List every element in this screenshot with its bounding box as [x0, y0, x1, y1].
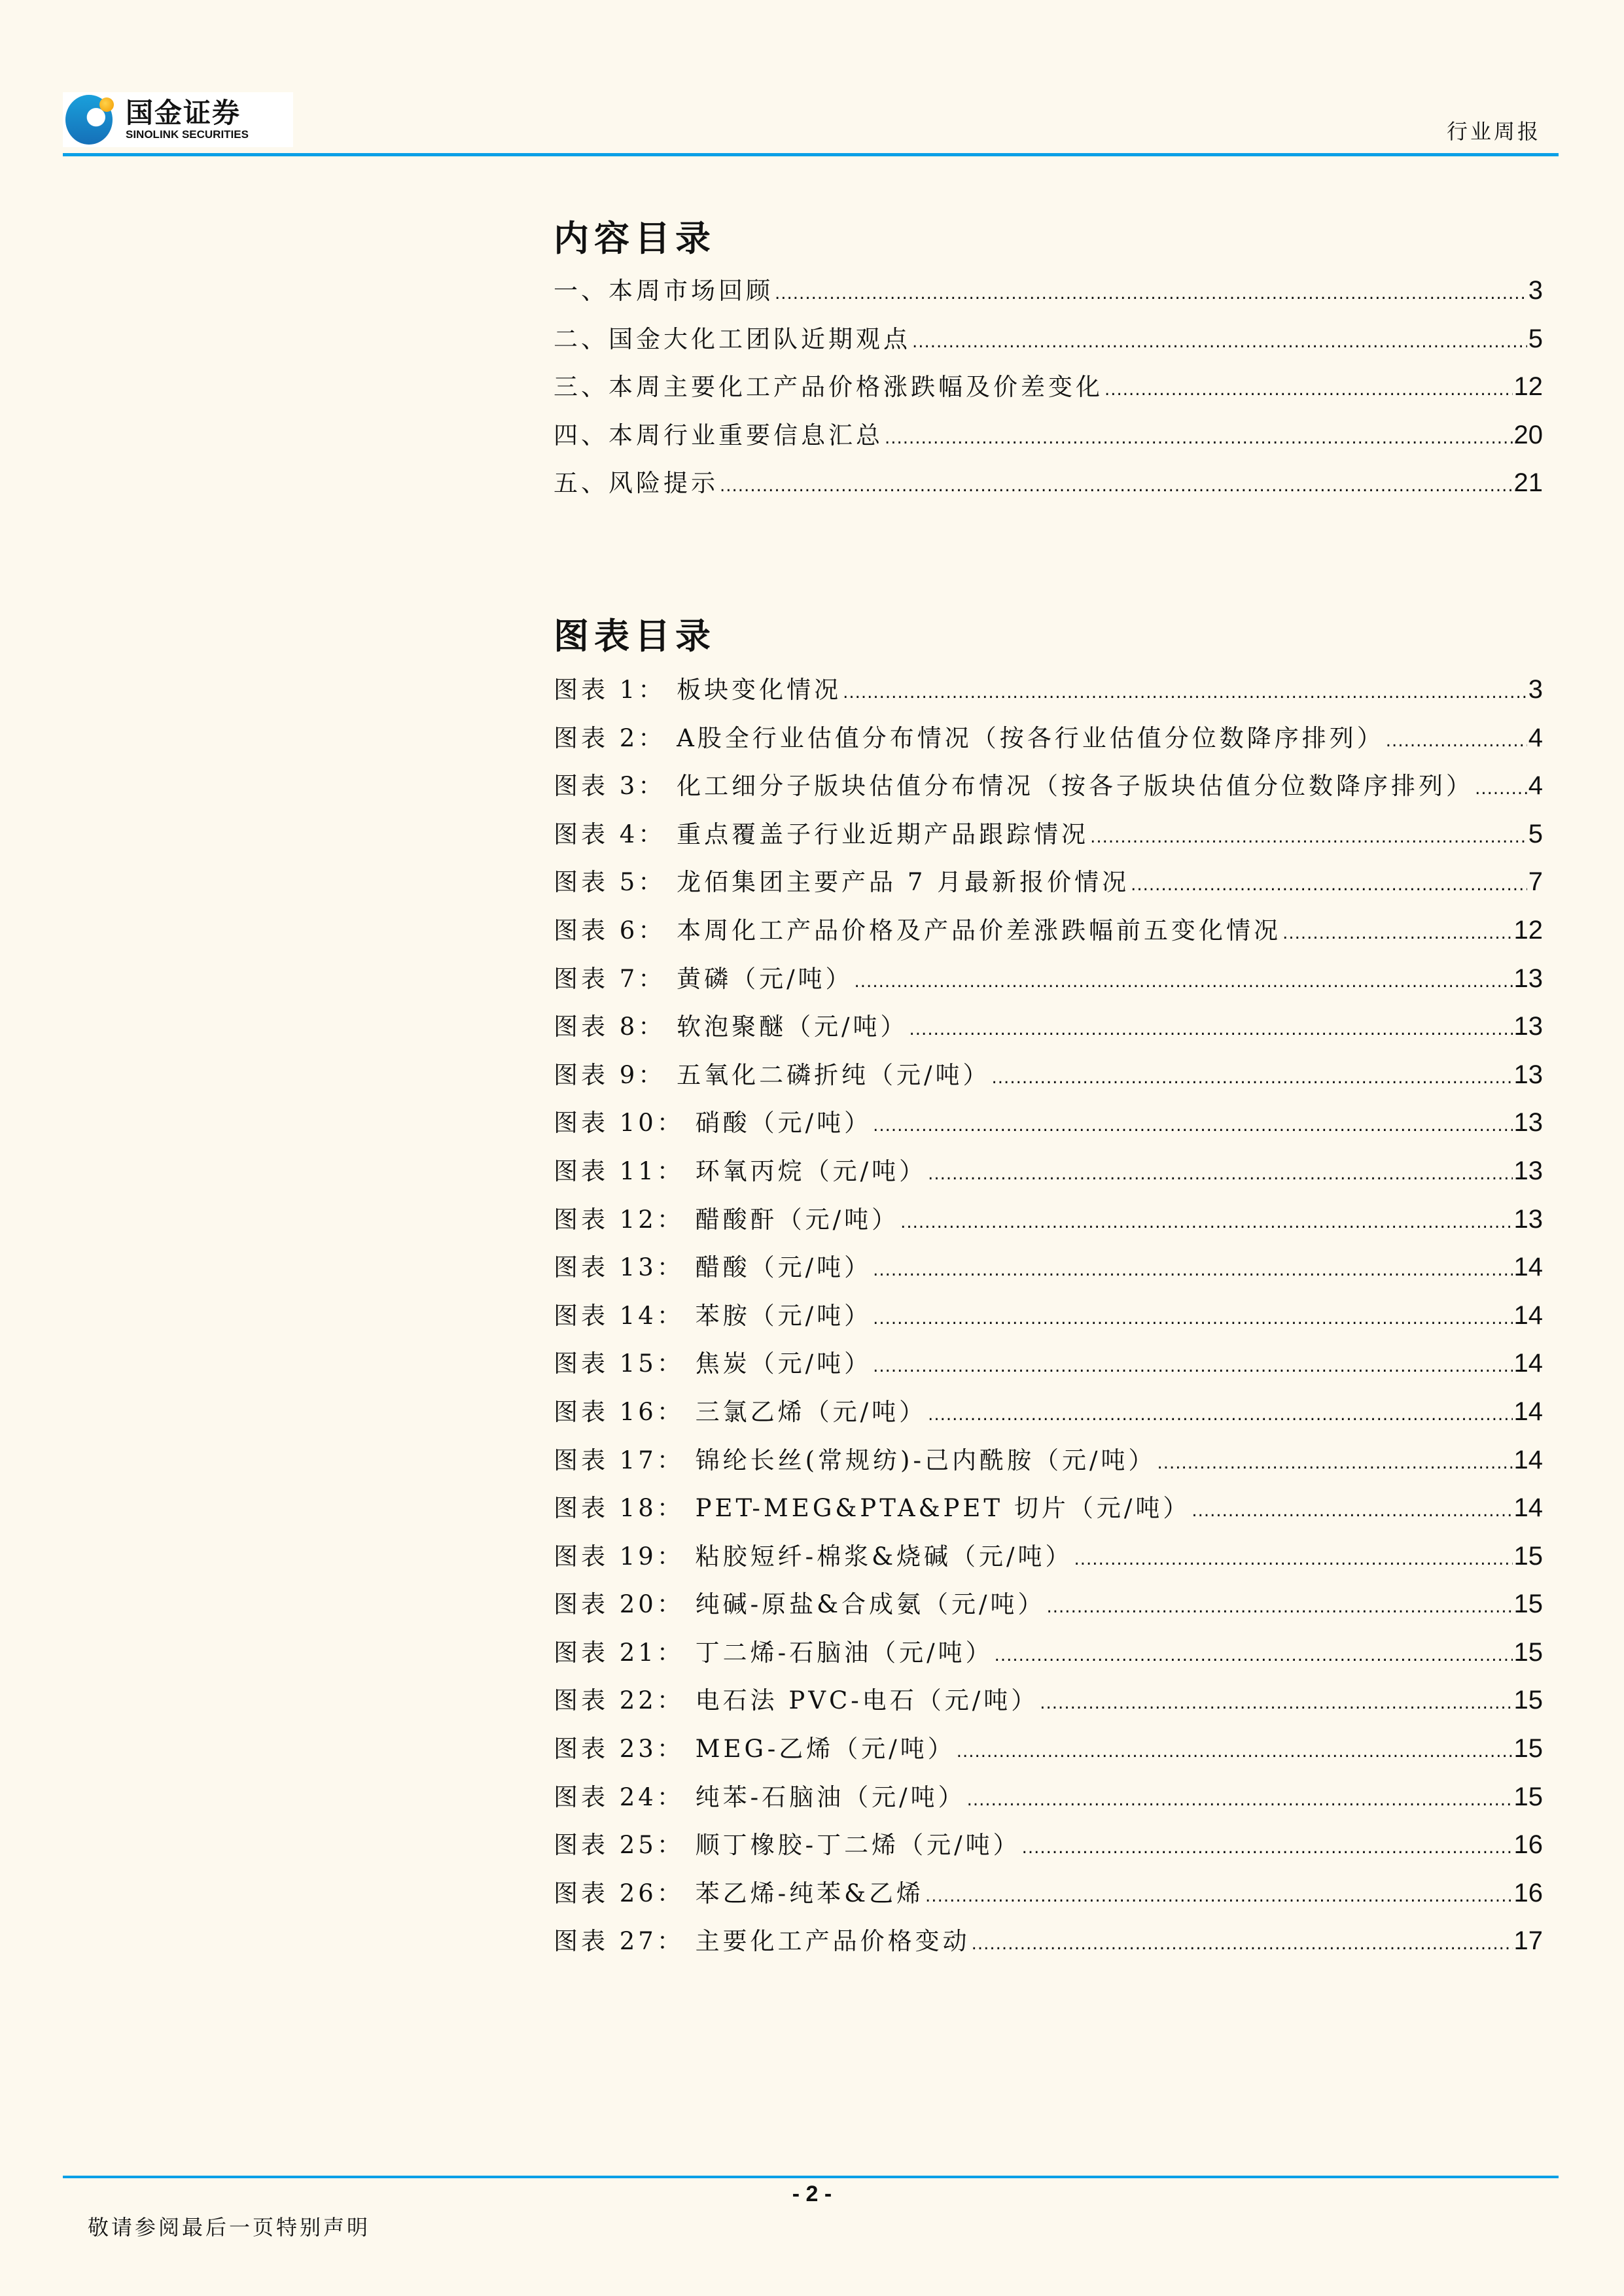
toc-entry-label: 图表 18： PET-MEG&PTA&PET 切片（元/吨）	[554, 1494, 1191, 1523]
dot-leader	[957, 1742, 1513, 1762]
toc-entry-label: 图表 20： 纯碱-原盐&合成氨（元/吨）	[554, 1590, 1046, 1619]
dot-leader	[1386, 731, 1527, 751]
dot-leader	[928, 1405, 1512, 1425]
figure-entry[interactable]	[554, 1729, 1543, 1777]
toc-entry-label: 图表 1： 板块变化情况	[554, 676, 842, 704]
toc-entry-label: 图表 27： 主要化工产品价格变动	[554, 1927, 970, 1956]
toc-page-number: 16	[1513, 1830, 1543, 1860]
figure-entry[interactable]	[554, 1584, 1543, 1633]
company-logo	[63, 92, 293, 147]
toc-entry-label: 五、风险提示	[554, 469, 718, 498]
contents-title: 内容目录	[554, 217, 716, 259]
toc-entry-label: 图表 4： 重点覆盖子行业近期产品跟踪情况	[554, 820, 1089, 848]
figure-entry[interactable]	[554, 1440, 1543, 1489]
dot-leader	[972, 1934, 1513, 1954]
toc-entry-label: 图表 26： 苯乙烯-纯苯&乙烯	[554, 1879, 925, 1907]
contents-list	[554, 271, 1543, 512]
figure-entry[interactable]	[554, 1296, 1543, 1344]
logo-mark-icon	[65, 94, 118, 146]
toc-entry-label: 图表 11： 环氧丙烷（元/吨）	[554, 1157, 927, 1185]
dot-leader	[1282, 924, 1512, 943]
figure-entry[interactable]	[554, 1392, 1543, 1440]
figure-entry[interactable]	[554, 862, 1543, 911]
figure-entry[interactable]	[554, 959, 1543, 1007]
dot-leader	[1104, 380, 1513, 400]
toc-page-number: 13	[1513, 1204, 1543, 1234]
figure-entry[interactable]	[554, 1873, 1543, 1922]
dot-leader	[900, 1213, 1512, 1232]
dot-leader	[1475, 779, 1527, 799]
toc-entry-label: 图表 3： 化工细分子版块估值分布情况（按各子版块估值分位数降序排列）	[554, 772, 1474, 801]
footer-divider	[63, 2176, 1559, 2178]
figure-entry[interactable]	[554, 1200, 1543, 1248]
toc-page-number: 20	[1513, 420, 1543, 449]
toc-entry-label: 图表 22： 电石法 PVC-电石（元/吨）	[554, 1686, 1039, 1715]
toc-page-number: 13	[1513, 1108, 1543, 1138]
toc-entry-label: 图表 17： 锦纶长丝(常规纺)-己内酰胺（元/吨）	[554, 1446, 1156, 1474]
dot-leader	[843, 683, 1527, 703]
dot-leader	[1157, 1453, 1512, 1473]
toc-entry-label: 图表 8： 软泡聚醚（元/吨）	[554, 1013, 908, 1041]
dot-leader	[909, 1020, 1513, 1039]
dot-leader	[775, 284, 1527, 304]
toc-entry-label: 四、本周行业重要信息汇总	[554, 421, 883, 449]
toc-entry-label: 一、本周市场回顾	[554, 277, 773, 305]
dot-leader	[912, 332, 1527, 352]
figure-entry[interactable]	[554, 1247, 1543, 1296]
toc-page-number: 13	[1513, 1060, 1543, 1089]
toc-page-number: 14	[1513, 1253, 1543, 1282]
figure-entry[interactable]	[554, 1055, 1543, 1104]
figure-entry[interactable]	[554, 1344, 1543, 1392]
toc-entry-label: 三、本周主要化工产品价格涨跌幅及价差变化	[554, 373, 1103, 402]
figure-entry[interactable]	[554, 814, 1543, 863]
toc-entry-label: 图表 7： 黄磷（元/吨）	[554, 964, 853, 993]
toc-entry-label: 图表 16： 三氯乙烯（元/吨）	[554, 1397, 927, 1426]
dot-leader	[925, 1887, 1512, 1906]
figure-entry[interactable]	[554, 1680, 1543, 1729]
contents-entry[interactable]	[554, 367, 1543, 415]
dot-leader	[928, 1164, 1512, 1184]
toc-page-number: 13	[1513, 1012, 1543, 1041]
logo-en-text: SINOLINK SECURITIES	[126, 128, 249, 141]
toc-entry-label: 图表 25： 顺丁橡胶-丁二烯（元/吨）	[554, 1831, 1021, 1860]
toc-page-number: 12	[1513, 915, 1543, 945]
toc-page-number: 13	[1513, 964, 1543, 993]
dot-leader	[1131, 875, 1527, 895]
toc-entry-label: 图表 19： 粘胶短纤-棉浆&烧碱（元/吨）	[554, 1542, 1073, 1571]
toc-page-number: 15	[1513, 1541, 1543, 1571]
toc-page-number: 16	[1513, 1878, 1543, 1907]
toc-entry-label: 图表 12： 醋酸酐（元/吨）	[554, 1205, 900, 1234]
figures-title: 图表目录	[554, 615, 716, 657]
toc-page-number: 15	[1513, 1590, 1543, 1619]
logo-cn-text: 国金证券	[126, 97, 241, 129]
toc-page-number: 15	[1513, 1734, 1543, 1764]
contents-entry[interactable]	[554, 271, 1543, 319]
figure-entry[interactable]	[554, 1537, 1543, 1585]
toc-page-number: 4	[1528, 723, 1543, 752]
dot-leader	[873, 1309, 1512, 1329]
dot-leader	[855, 972, 1513, 992]
dot-leader	[1074, 1550, 1513, 1569]
figure-entry[interactable]	[554, 1151, 1543, 1200]
toc-page-number: 15	[1513, 1782, 1543, 1811]
toc-entry-label: 图表 23： MEG-乙烯（元/吨）	[554, 1735, 955, 1764]
contents-entry[interactable]	[554, 463, 1543, 512]
toc-page-number: 4	[1528, 771, 1543, 801]
toc-page-number: 14	[1513, 1397, 1543, 1426]
figure-entry[interactable]	[554, 1777, 1543, 1826]
dot-leader	[992, 1068, 1513, 1088]
toc-entry-label: 图表 13： 醋酸（元/吨）	[554, 1253, 872, 1282]
dot-leader	[873, 1357, 1512, 1376]
dot-leader	[1022, 1838, 1513, 1858]
toc-page-number: 14	[1513, 1445, 1543, 1474]
toc-entry-label: 图表 14： 苯胺（元/吨）	[554, 1301, 872, 1330]
toc-page-number: 14	[1513, 1349, 1543, 1378]
dot-leader	[873, 1261, 1512, 1280]
toc-page-number: 3	[1528, 675, 1543, 704]
dot-leader	[967, 1790, 1513, 1810]
contents-entry[interactable]	[554, 319, 1543, 368]
toc-page-number: 5	[1528, 819, 1543, 848]
dot-leader	[720, 476, 1513, 496]
toc-entry-label: 图表 10： 硝酸（元/吨）	[554, 1109, 872, 1138]
toc-entry-label: 图表 9： 五氧化二磷折纯（元/吨）	[554, 1060, 991, 1089]
toc-entry-label: 图表 6： 本周化工产品价格及产品价差涨跌幅前五变化情况	[554, 916, 1282, 945]
toc-page-number: 15	[1513, 1637, 1543, 1667]
toc-page-number: 3	[1528, 276, 1543, 305]
figure-entry[interactable]	[554, 670, 1543, 718]
figure-entry[interactable]	[554, 1825, 1543, 1873]
dot-leader	[885, 428, 1513, 448]
figure-entry[interactable]	[554, 1103, 1543, 1151]
toc-page-number: 21	[1513, 468, 1543, 498]
report-type: 行业周报	[1446, 119, 1541, 144]
dot-leader	[1040, 1694, 1512, 1713]
toc-entry-label: 图表 2： A股全行业估值分布情况（按各行业估值分位数降序排列）	[554, 723, 1385, 752]
toc-entry-label: 二、国金大化工团队近期观点	[554, 324, 911, 353]
toc-page-number: 13	[1513, 1156, 1543, 1185]
toc-page-number: 15	[1513, 1686, 1543, 1715]
figures-list	[554, 670, 1543, 1970]
dot-leader	[1090, 827, 1527, 847]
figure-entry[interactable]	[554, 1921, 1543, 1970]
contents-entry[interactable]	[554, 415, 1543, 464]
toc-page-number: 5	[1528, 324, 1543, 353]
toc-entry-label: 图表 24： 纯苯-石脑油（元/吨）	[554, 1783, 966, 1811]
header-divider	[63, 153, 1559, 156]
dot-leader	[995, 1646, 1513, 1665]
figure-entry[interactable]	[554, 1488, 1543, 1537]
toc-page-number: 7	[1528, 867, 1543, 897]
figure-entry[interactable]	[554, 911, 1543, 959]
dot-leader	[1192, 1501, 1512, 1521]
toc-entry-label: 图表 21： 丁二烯-石脑油（元/吨）	[554, 1638, 993, 1667]
figure-entry[interactable]	[554, 1007, 1543, 1055]
toc-page-number: 17	[1513, 1926, 1543, 1956]
page-number: - 2 -	[792, 2182, 832, 2206]
toc-entry-label: 图表 15： 焦炭（元/吨）	[554, 1349, 872, 1378]
toc-page-number: 12	[1513, 372, 1543, 402]
figure-entry[interactable]	[554, 718, 1543, 767]
dot-leader	[1047, 1597, 1513, 1617]
footer-disclaimer: 敬请参阅最后一页特别声明	[88, 2215, 371, 2240]
figure-entry[interactable]	[554, 766, 1543, 814]
toc-entry-label: 图表 5： 龙佰集团主要产品 7 月最新报价情况	[554, 868, 1130, 897]
dot-leader	[873, 1116, 1512, 1136]
figure-entry[interactable]	[554, 1633, 1543, 1681]
toc-page-number: 14	[1513, 1300, 1543, 1330]
toc-page-number: 14	[1513, 1493, 1543, 1523]
